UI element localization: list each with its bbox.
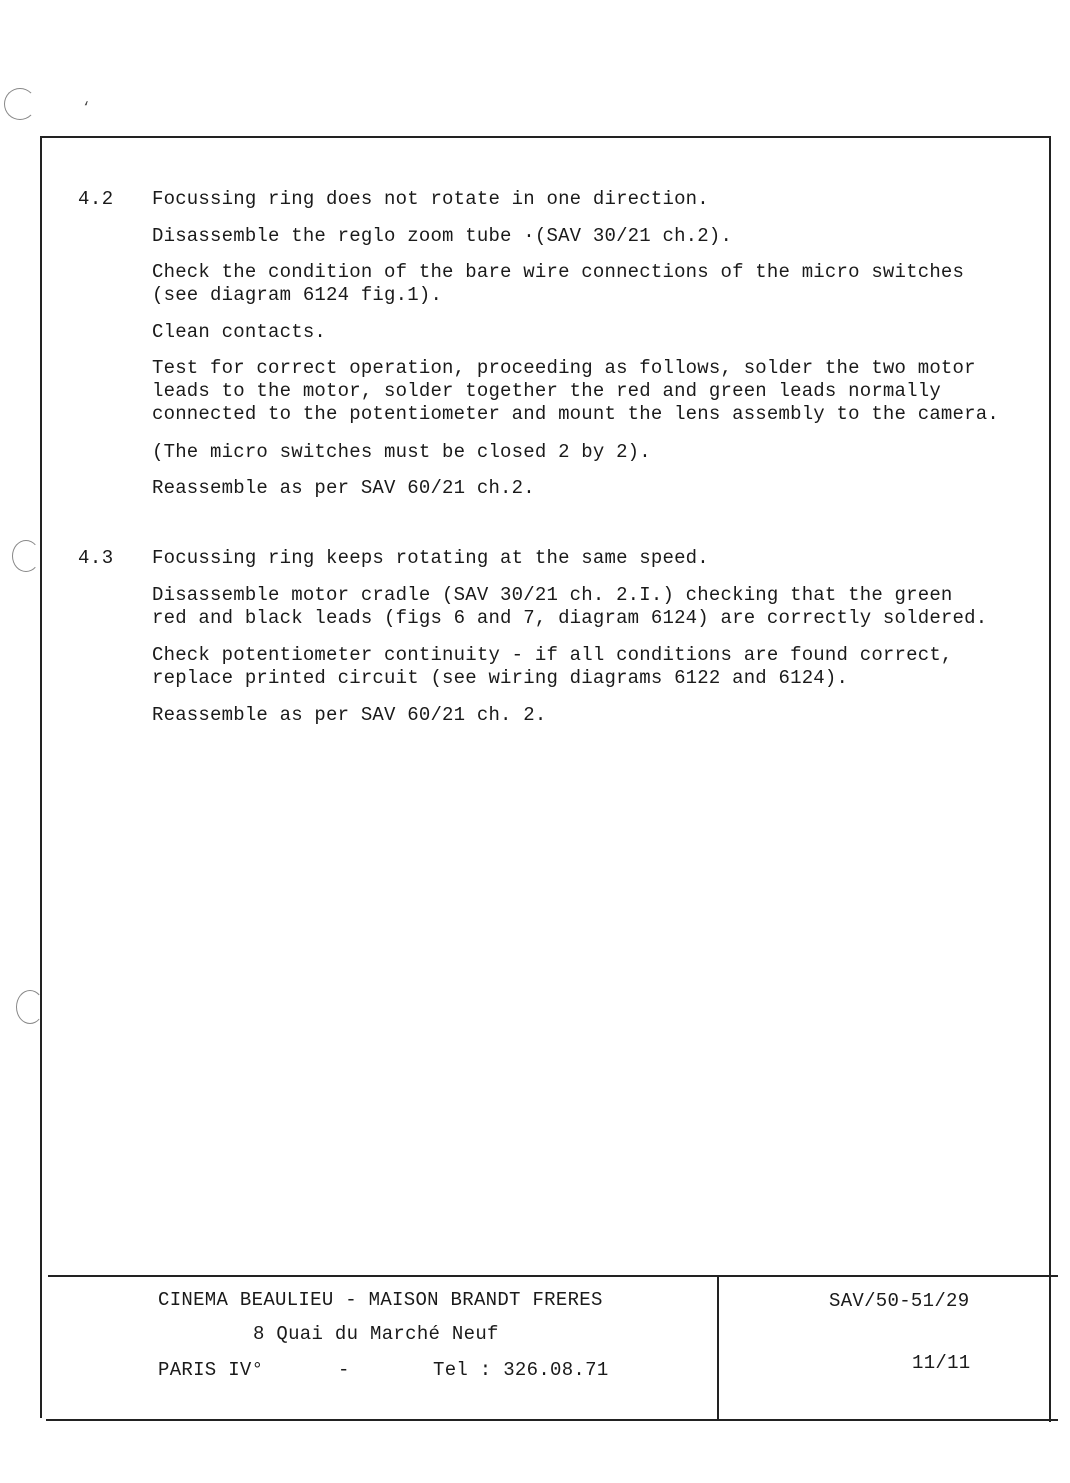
section-paragraph: Disassemble the reglo zoom tube ·(SAV 30/21 ch.2). — [152, 225, 733, 247]
punch-hole-mark — [4, 88, 36, 120]
section-title: Focussing ring keeps rotating at the same speed. — [152, 547, 709, 569]
section-title: Focussing ring does not rotate in one direction. — [152, 188, 709, 210]
frame-left-line — [40, 136, 42, 1418]
footer-address: 8 Quai du Marché Neuf — [253, 1323, 499, 1345]
section-paragraph: Clean contacts. — [152, 321, 327, 343]
punch-hole-mark — [12, 540, 40, 572]
section-paragraph: Reassemble as per SAV 60/21 ch. 2. — [152, 704, 547, 726]
section-paragraph: Check potentiometer continuity - if all conditions are found correct, replace printed circuit (see wiring diagrams 6122 and 6124). — [152, 644, 953, 689]
section-paragraph: Reassemble as per SAV 60/21 ch.2. — [152, 477, 535, 499]
section-paragraph: (The micro switches must be closed 2 by 2). — [152, 441, 651, 463]
section-number: 4.3 — [78, 547, 114, 569]
footer-page-number: 11/11 — [912, 1352, 971, 1374]
footer-reference: SAV/50-51/29 — [829, 1290, 970, 1312]
section-paragraph: Check the condition of the bare wire connections of the micro switches (see diagram 6124 fig.1). — [152, 261, 965, 306]
section-number: 4.2 — [78, 188, 114, 210]
footer-divider-line — [717, 1276, 719, 1419]
frame-top-line — [40, 136, 1051, 138]
footer-dash: - — [338, 1359, 350, 1381]
section-paragraph: Disassemble motor cradle (SAV 30/21 ch. 2.I.) checking that the green red and black leads (figs 6 and 7, diagram 6124) are correctly soldered. — [152, 584, 988, 629]
footer-company: CINEMA BEAULIEU - MAISON BRANDT FRERES — [158, 1289, 603, 1311]
frame-bottom-line — [46, 1419, 1058, 1421]
footer-top-line — [48, 1275, 1058, 1277]
section-paragraph: Test for correct operation, proceeding as follows, solder the two motor leads to the motor, solder together the red and green leads normally connected to the potentiometer and mount the lens assembly to the camera. — [152, 357, 999, 425]
frame-right-line — [1049, 136, 1051, 1422]
footer-city: PARIS IV° — [158, 1359, 264, 1381]
scan-speck: ‘ — [82, 100, 91, 116]
footer-phone: Tel : 326.08.71 — [433, 1359, 609, 1381]
